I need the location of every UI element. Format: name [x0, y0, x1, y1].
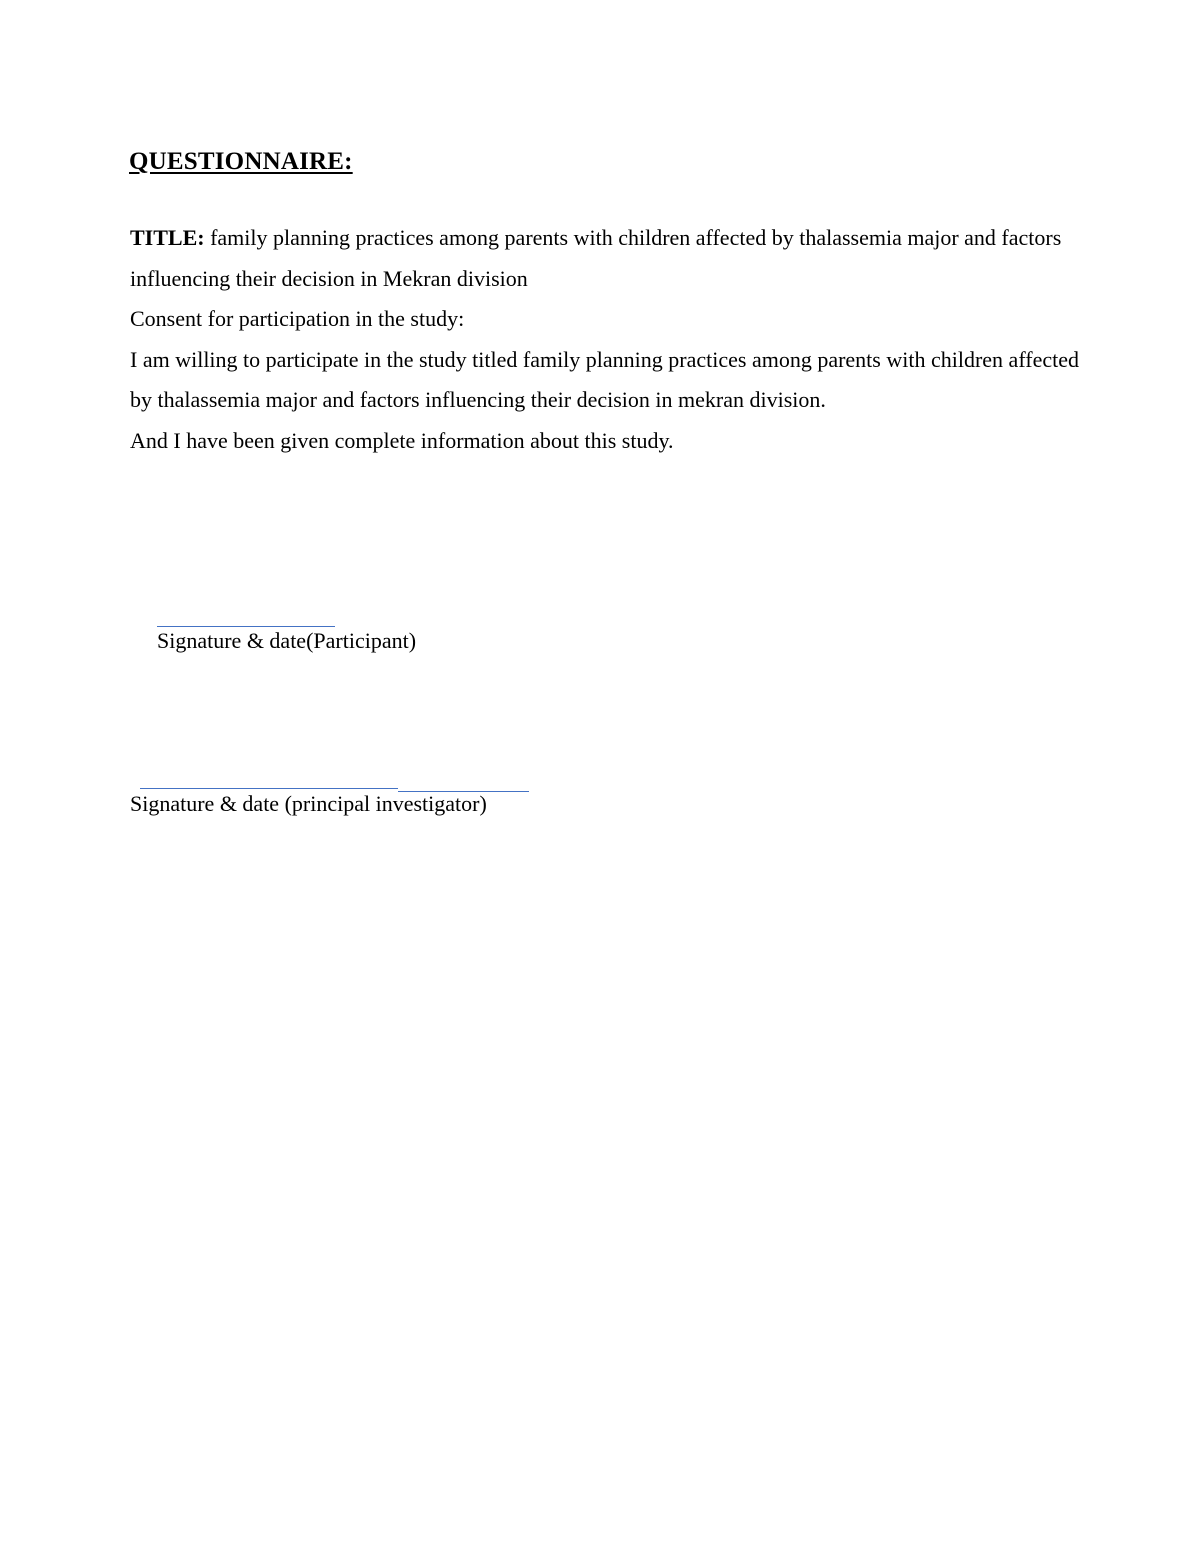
participant-signature-line [157, 626, 335, 627]
questionnaire-heading: QUESTIONNAIRE: [129, 148, 353, 175]
investigator-signature-line [140, 788, 398, 789]
title-text: family planning practices among parents with children affected by thalassemia major and factors influencing their decision in Mekran division [130, 225, 1062, 291]
consent-heading: Consent for participation in the study: [130, 306, 465, 331]
title-label: TITLE: [130, 225, 205, 250]
information-statement: And I have been given complete information about this study. [130, 427, 674, 453]
consent-statement: I am willing to participate in the study titled family planning practices among parents with children affected by thalassemia major and factors influencing their decision in mekran division. [130, 346, 1079, 412]
investigator-signature-label: Signature & date (principal investigator) [130, 791, 487, 816]
title-paragraph [130, 218, 1090, 299]
document-body [130, 218, 1090, 461]
participant-signature-label: Signature & date(Participant) [157, 628, 417, 653]
